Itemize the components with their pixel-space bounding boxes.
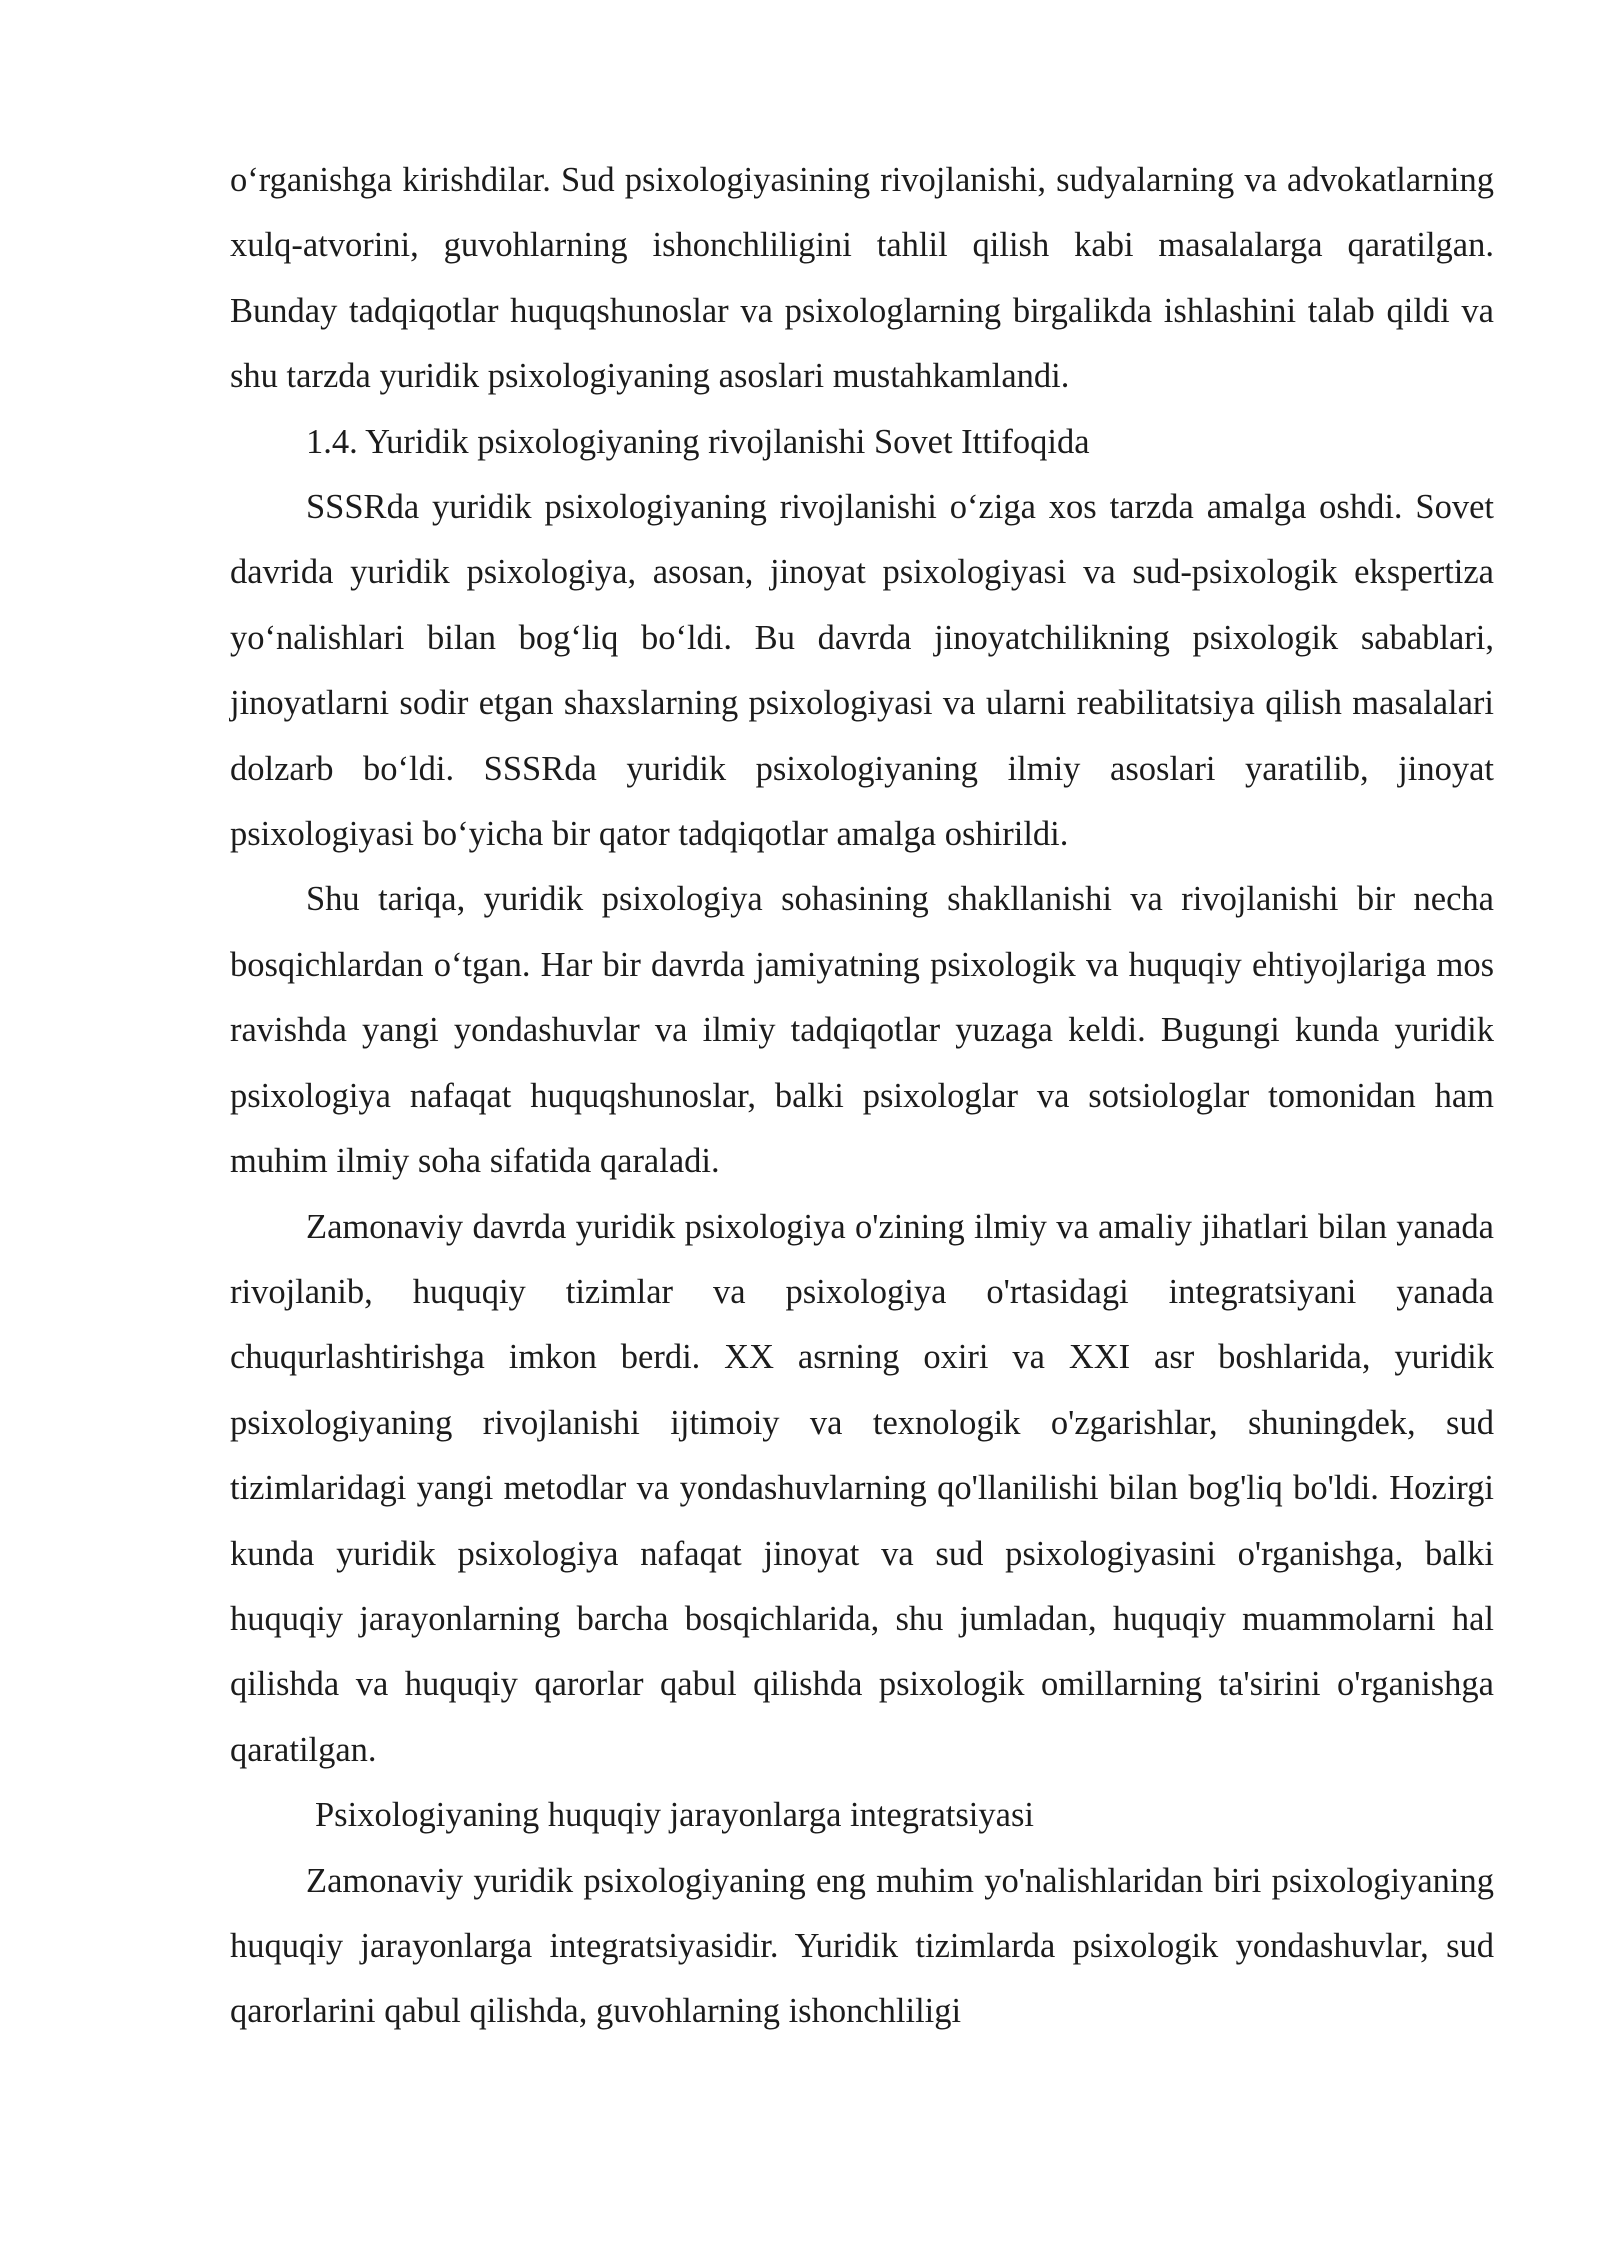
paragraph-modern-period: Zamonaviy davrda yuridik psixologiya o'zining ilmiy va amaliy jihatlari bilan yanada rivojlanib, huquqiy tizimlar va psixologiya o'rtasidagi integratsiyani yanada chuqurlashtirishga imkon berdi. XX asrning oxiri va XXI asr boshlarida, yuridik psixologiyaning rivojlanishi ijtimoiy va texnologik o'zgarishlar, shuningdek, sud tizimlaridagi yangi metodlar va yondashuvlarning qo'llanilishi bilan bog'liq bo'ldi. Hozirgi kunda yuridik psixologiya nafaqat jinoyat va sud psixologiyasini o'rganishga, balki huquqiy jarayonlarning barcha bosqichlarida, shu jumladan, huquqiy muammolarni hal qilishda va huquqiy qarorlar qabul qilishda psixologik omillarning ta'sirini o'rganishga qaratilgan. <box>230 1207 1494 1769</box>
paragraph-ussr: SSSRda yuridik psixologiyaning rivojlanishi o‘ziga xos tarzda amalga oshdi. Sovet davrida yuridik psixologiya, asosan, jinoyat psixologiyasi va sud-psixologik ekspertiza yo‘nalishlari bilan bog‘liq bo‘ldi. Bu davrda jinoyatchilikning psixologik sabablari, jinoyatlarni sodir etgan shaxslarning psixologiyasi va ularni reabilitatsiya qilish masalalari dolzarb bo‘ldi. SSSRda yuridik psixologiyaning ilmiy asoslari yaratilib, jinoyat psixologiyasi bo‘yicha bir qator tadqiqotlar amalga oshirildi. <box>230 488 1494 854</box>
paragraph-integration: Zamonaviy yuridik psixologiyaning eng muhim yo'nalishlaridan biri psixologiyaning huquqiy jarayonlarga integratsiyasidir. Yuridik tizimlarda psixologik yondashuvlar, sud qarorlarini qabul qilishda, guvohlarning ishonchliligi <box>230 1861 1494 2031</box>
subheading-integration: Psixologiyaning huquqiy jarayonlarga integratsiyasi <box>315 1796 1034 1835</box>
paragraph-intro: o‘rganishga kirishdilar. Sud psixologiyasining rivojlanishi, sudyalarning va advokatlarning xulq-atvorini, guvohlarning ishonchliligini tahlil qilish kabi masalalarga qaratilgan. Bunday tadqiqotlar huquqshunoslar va psixologlarning birgalikda ishlashini talab qildi va shu tarzda yuridik psixologiyaning asoslari mustahkamlandi. <box>230 161 1494 396</box>
section-heading-1-4: 1.4. Yuridik psixologiyaning rivojlanishi Sovet Ittifoqida <box>306 422 1090 461</box>
document-body <box>230 148 1494 2045</box>
paragraph-stages: Shu tariqa, yuridik psixologiya sohasining shakllanishi va rivojlanishi bir necha bosqichlardan o‘tgan. Har bir davrda jamiyatning psixologik va huquqiy ehtiyojlariga mos ravishda yangi yondashuvlar va ilmiy tadqiqotlar yuzaga keldi. Bugungi kunda yuridik psixologiya nafaqat huquqshunoslar, balki psixologlar va sotsiologlar tomonidan ham muhim ilmiy soha sifatida qaraladi. <box>230 880 1494 1181</box>
